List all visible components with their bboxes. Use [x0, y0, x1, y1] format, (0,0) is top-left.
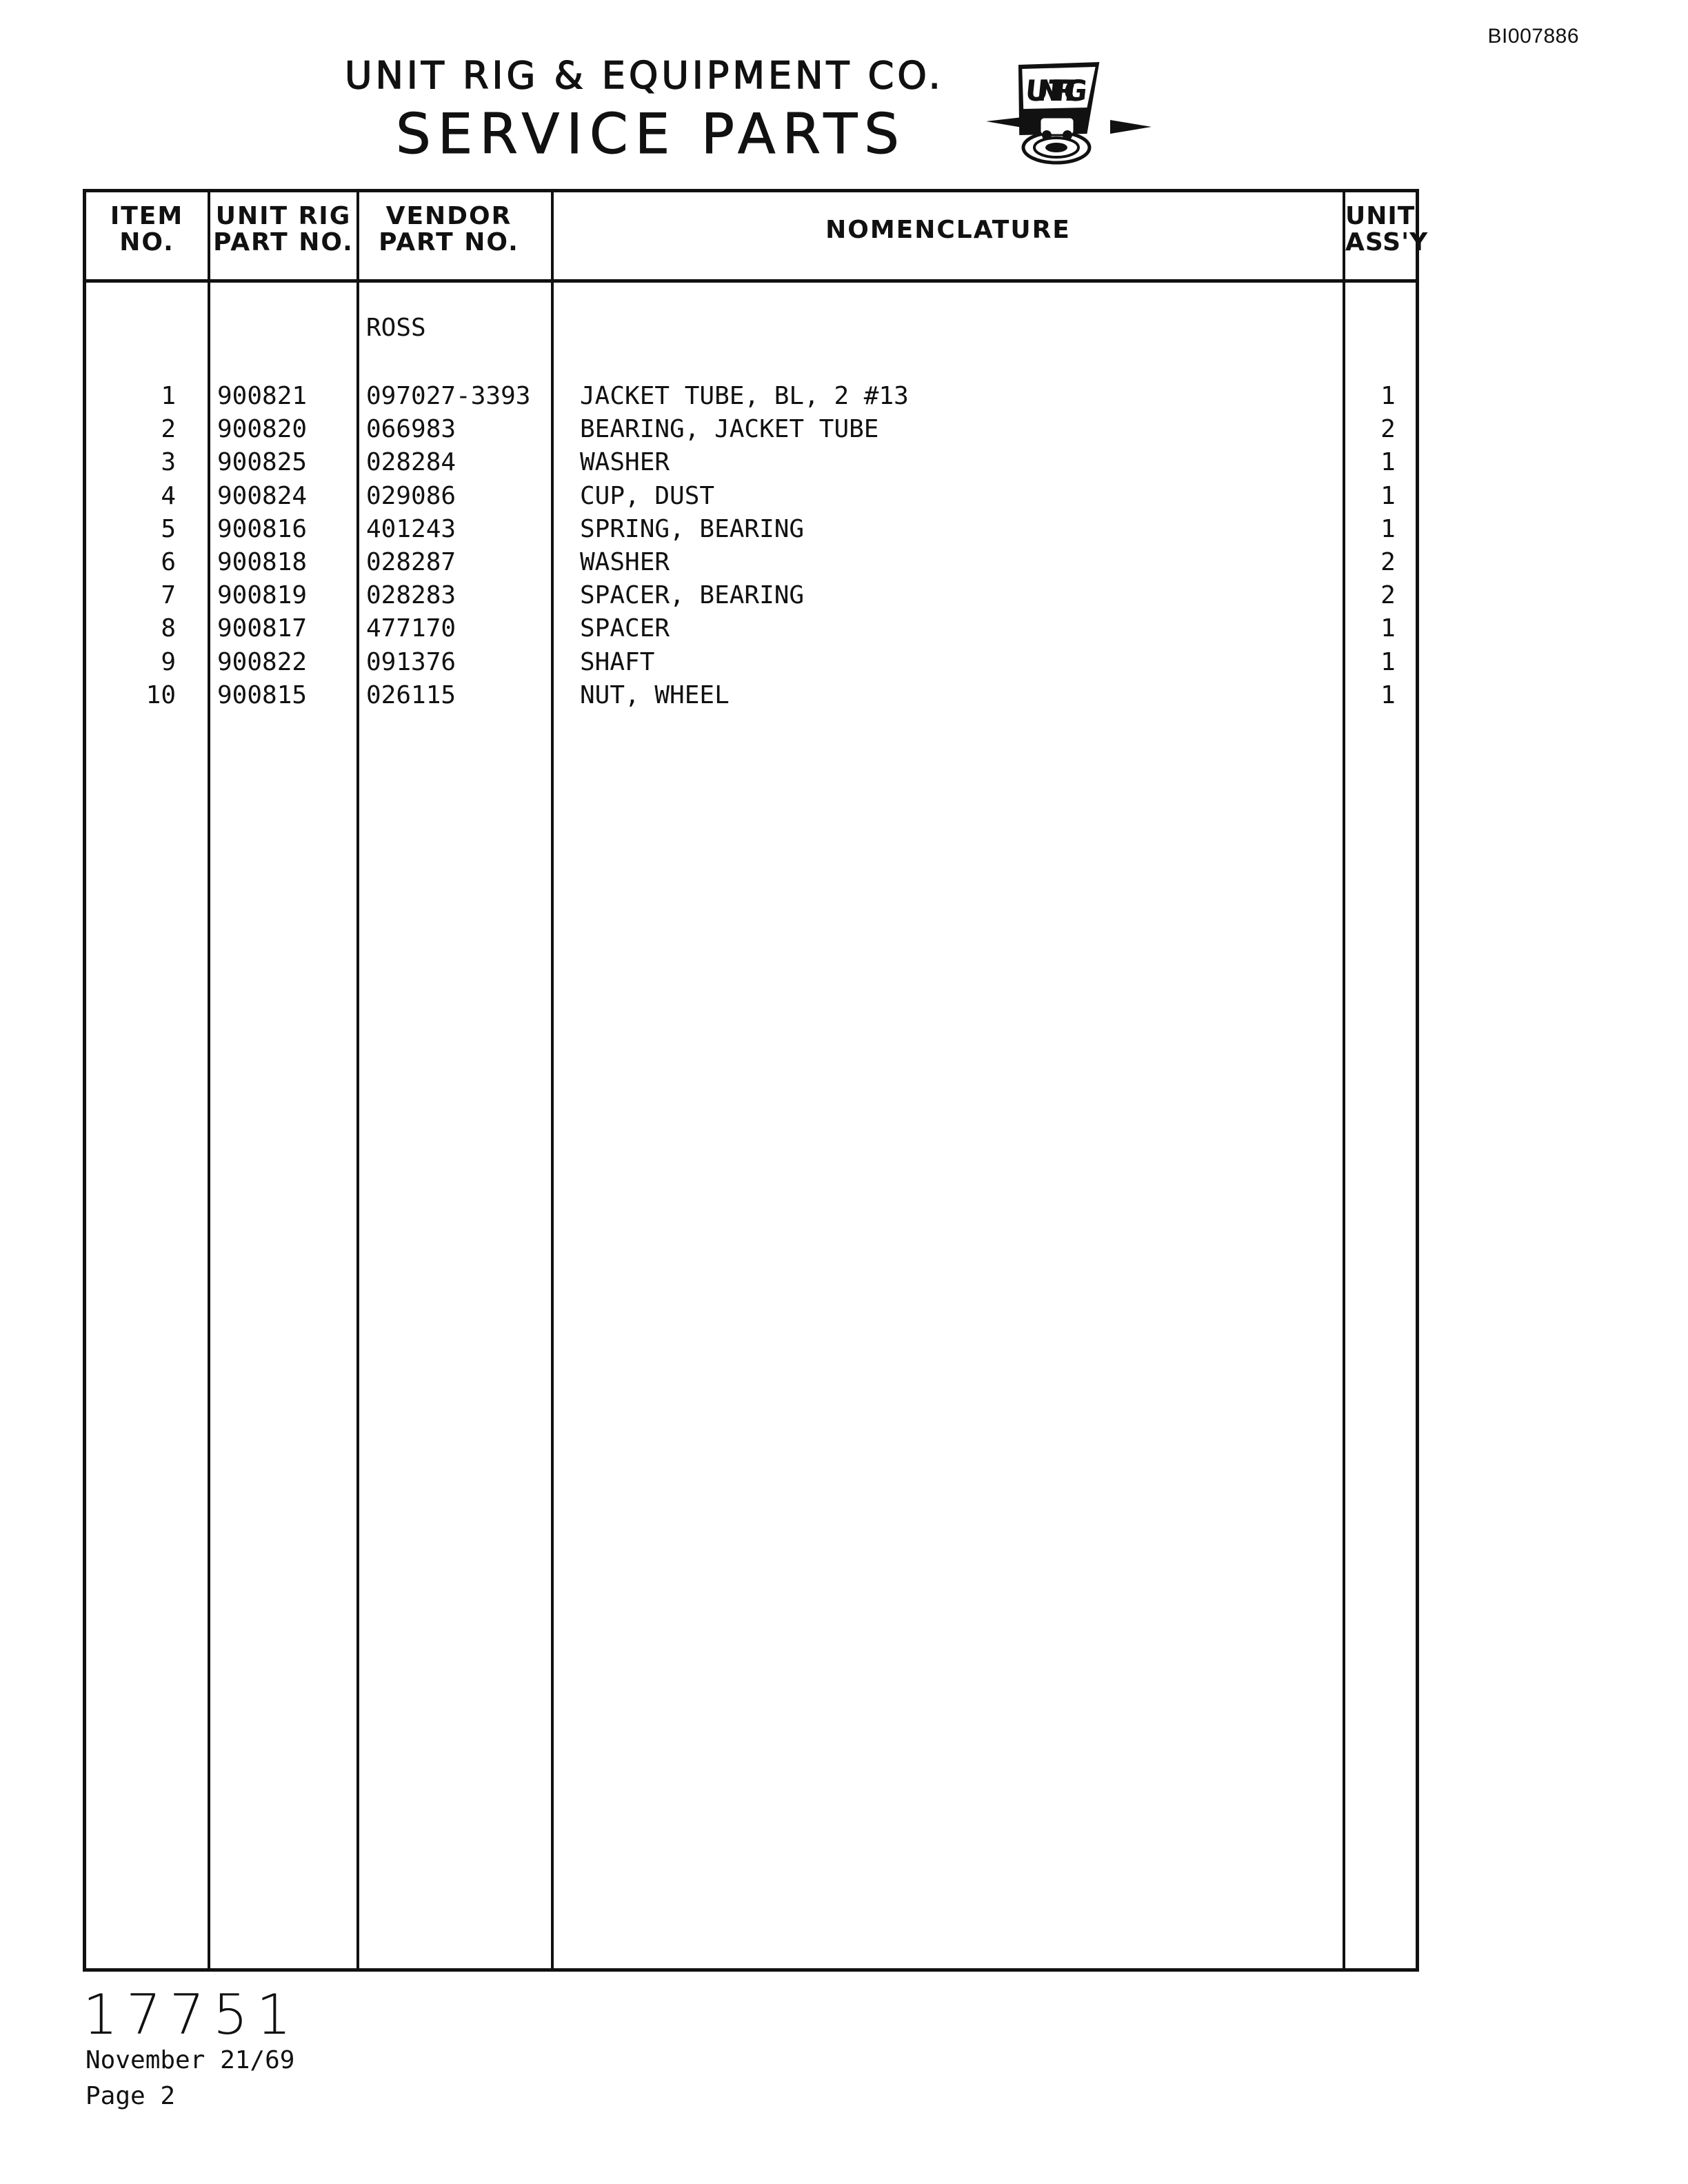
table-row [86, 380, 1416, 413]
vendor-part-number: 028283 [366, 581, 456, 610]
item-number: 4 [161, 481, 176, 510]
unit-rig-part-number: 900822 [217, 647, 308, 676]
document-date: November 21/69 [86, 2046, 295, 2074]
unit-assy-quantity: 2 [1380, 548, 1396, 576]
table-row [86, 480, 1416, 513]
nomenclature: WASHER [580, 448, 670, 477]
vendor-part-number: 401243 [366, 514, 456, 543]
vendor-part-number: 091376 [366, 647, 456, 676]
header-unit-assy: UNIT ASS'Y [1345, 202, 1429, 256]
unit-assy-quantity: 1 [1380, 680, 1396, 709]
unit-assy-quantity: 1 [1380, 614, 1396, 643]
item-number: 7 [161, 581, 176, 610]
item-number: 8 [161, 614, 176, 643]
header-vendor-part-no: VENDOR PART NO. [379, 202, 519, 256]
item-number: 9 [161, 647, 176, 676]
item-number: 10 [145, 680, 176, 709]
header-divider [86, 279, 1416, 283]
unit-assy-quantity: 1 [1380, 647, 1396, 676]
unit-assy-quantity: 1 [1380, 448, 1396, 477]
unit-rig-part-number: 900819 [217, 581, 308, 610]
unit-rig-part-number: 900815 [217, 680, 308, 709]
table-row [86, 612, 1416, 645]
unit-rig-part-number: 900820 [217, 415, 308, 444]
vendor-part-number: 026115 [366, 680, 456, 709]
header-unit-rig-part-no: UNIT RIG PART NO. [213, 202, 354, 256]
document-number: 17751 [83, 1983, 300, 2047]
table-row [86, 579, 1416, 612]
unit-assy-quantity: 2 [1380, 581, 1396, 610]
unit-rig-part-number: 900825 [217, 448, 308, 477]
nomenclature: JACKET TUBE, BL, 2 #13 [580, 382, 909, 410]
unit-rig-part-number: 900824 [217, 481, 308, 510]
unit-rig-part-number: 900816 [217, 514, 308, 543]
logo-text: UNIT RIG [1023, 74, 1089, 108]
company-name: UNIT RIG & EQUIPMENT CO. [345, 54, 944, 97]
document-id: BI007886 [1487, 25, 1579, 48]
item-number: 5 [161, 514, 176, 543]
nomenclature: SPACER, BEARING [580, 581, 805, 610]
nomenclature: SPACER [580, 614, 670, 643]
unit-assy-quantity: 1 [1380, 481, 1396, 510]
item-number: 6 [161, 548, 176, 576]
unit-assy-quantity: 1 [1380, 382, 1396, 410]
unit-rig-part-number: 900817 [217, 614, 308, 643]
nomenclature: NUT, WHEEL [580, 680, 730, 709]
unit-rig-logo [979, 58, 1158, 175]
nomenclature: CUP, DUST [580, 481, 715, 510]
vendor-name: ROSS [366, 314, 426, 342]
parts-table [83, 189, 1429, 1972]
table-row [86, 513, 1416, 546]
vendor-part-number: 029086 [366, 481, 456, 510]
vendor-part-number: 028287 [366, 548, 456, 576]
nomenclature: SPRING, BEARING [580, 514, 805, 543]
item-number: 1 [161, 382, 176, 410]
table-row [86, 446, 1416, 479]
page-title: SERVICE PARTS [396, 102, 906, 166]
header-item-no: ITEM NO. [110, 202, 184, 256]
nomenclature: WASHER [580, 548, 670, 576]
item-number: 2 [161, 415, 176, 444]
table-row [86, 413, 1416, 446]
unit-assy-quantity: 2 [1380, 415, 1396, 444]
nomenclature: BEARING, JACKET TUBE [580, 415, 879, 444]
vendor-part-number: 066983 [366, 415, 456, 444]
unit-rig-part-number: 900821 [217, 382, 308, 410]
unit-rig-part-number: 900818 [217, 548, 308, 576]
vendor-part-number: 028284 [366, 448, 456, 477]
vendor-part-number: 097027-3393 [366, 382, 531, 410]
page-number: Page 2 [86, 2082, 176, 2110]
table-row [86, 546, 1416, 579]
table-row [86, 679, 1416, 712]
item-number: 3 [161, 448, 176, 477]
unit-assy-quantity: 1 [1380, 514, 1396, 543]
vendor-part-number: 477170 [366, 614, 456, 643]
table-row [86, 646, 1416, 679]
header-nomenclature: NOMENCLATURE [825, 216, 1071, 244]
nomenclature: SHAFT [580, 647, 655, 676]
